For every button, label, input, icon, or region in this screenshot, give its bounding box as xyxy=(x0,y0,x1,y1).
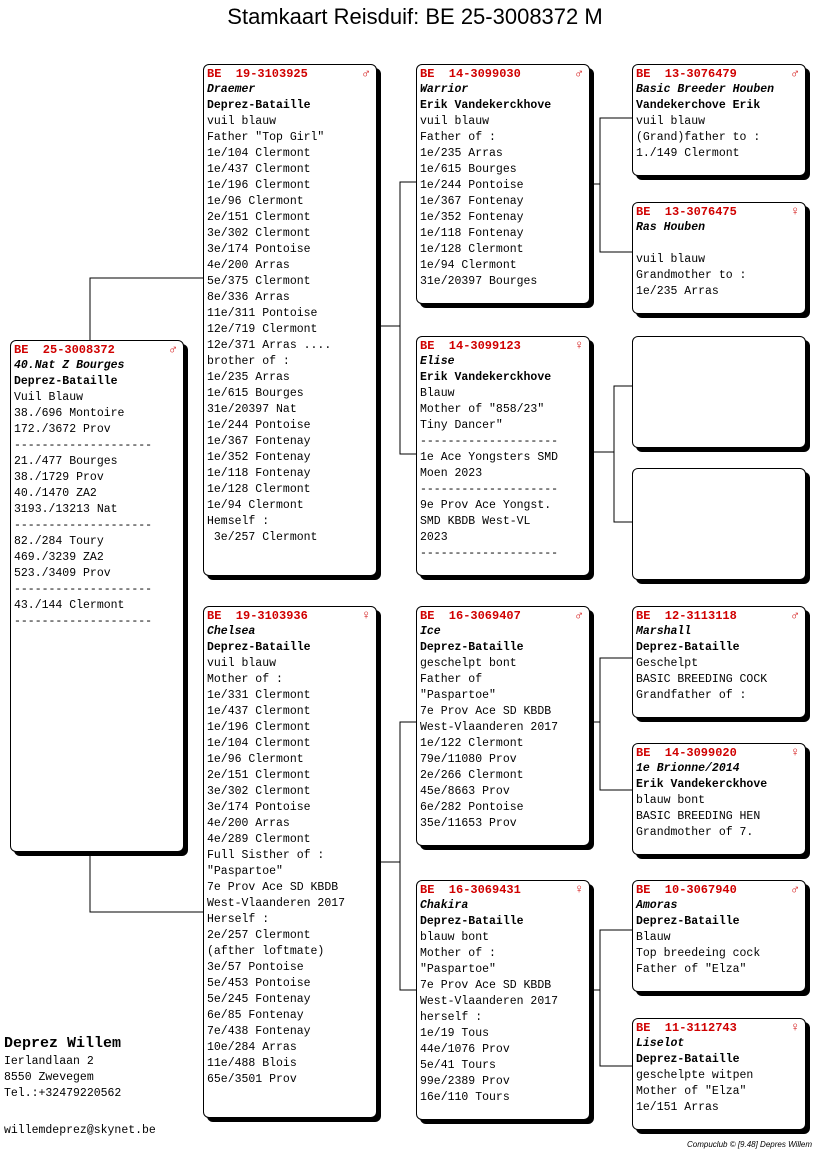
pigeon-info-line: 79e/11080 Prov xyxy=(420,753,517,766)
pigeon-info-line: West-Vlaanderen 2017 xyxy=(420,721,559,734)
pigeon-info-line: 5e/245 Fontenay xyxy=(207,993,311,1006)
pigeon-info-line: herself : xyxy=(420,1011,483,1024)
pigeon-info-line: West-Vlaanderen 2017 xyxy=(207,897,346,910)
ring-number-text: BE 14-3099123 xyxy=(420,339,521,353)
pigeon-info-line: brother of : xyxy=(207,355,290,368)
pigeon-info-line: 1e/437 Clermont xyxy=(207,163,311,176)
owner-email[interactable]: willemdeprez@skynet.be xyxy=(4,1124,156,1137)
ring-number-text: BE 16-3069407 xyxy=(420,609,521,623)
pigeon-info-line: 469./3239 ZA2 xyxy=(14,551,104,564)
ring-number xyxy=(636,204,801,220)
pigeon-info-line: Father of "Elza" xyxy=(636,963,747,976)
pigeon-info-line: geschelpte witpen xyxy=(636,1069,754,1082)
pigeon-name: Ras Houben xyxy=(636,221,706,234)
pigeon-info-line: Moen 2023 xyxy=(420,467,483,480)
pigeon-info-line: 2e/151 Clermont xyxy=(207,211,311,224)
breeder-name: Erik Vandekerckhove xyxy=(420,371,552,384)
pigeon-info-line: 1e/151 Arras xyxy=(636,1101,719,1114)
ring-number-text: BE 10-3067940 xyxy=(636,883,737,897)
pigeon-info-line: 2e/151 Clermont xyxy=(207,769,311,782)
pigeon-info-line: Tiny Dancer" xyxy=(420,419,503,432)
pigeon-info-line: 1e/118 Fontenay xyxy=(207,467,311,480)
ring-number xyxy=(636,882,801,898)
breeder-name: Deprez-Bataille xyxy=(636,915,740,928)
pigeon-info-line: Mother of "858/23" xyxy=(420,403,545,416)
pigeon-card-mother-father[interactable] xyxy=(416,606,590,846)
female-symbol-icon: ♀ xyxy=(362,608,370,623)
pigeon-info-line: Vuil Blauw xyxy=(14,391,84,404)
pigeon-info-line: 1e/196 Clermont xyxy=(207,179,311,192)
pigeon-info-line: 1e/122 Clermont xyxy=(420,737,524,750)
pigeon-info-line: Mother of "Elza" xyxy=(636,1085,747,1098)
pigeon-info-line: vuil blauw xyxy=(636,115,706,128)
pigeon-info-line: 65e/3501 Prov xyxy=(207,1073,297,1086)
pigeon-info-line: 1e/244 Pontoise xyxy=(420,179,524,192)
pigeon-info-line: 1e/118 Fontenay xyxy=(420,227,524,240)
pigeon-info-line: 16e/110 Tours xyxy=(420,1091,510,1104)
pigeon-info-line: 3e/302 Clermont xyxy=(207,785,311,798)
pigeon-info-line: "Paspartoe" xyxy=(420,963,496,976)
pigeon-info-line: -------------------- xyxy=(14,615,153,628)
pigeon-info-line: 4e/200 Arras xyxy=(207,259,290,272)
pigeon-name: Warrior xyxy=(420,83,469,96)
pigeon-info-line: 82./284 Toury xyxy=(14,535,104,548)
pigeon-info-line: 1e/235 Arras xyxy=(636,285,719,298)
pigeon-info-line: 1e/331 Clermont xyxy=(207,689,311,702)
pigeon-card-fm-father-empty[interactable] xyxy=(632,336,806,448)
owner-name: Deprez Willem xyxy=(4,1035,122,1052)
pigeon-info-line: blauw bont xyxy=(636,794,706,807)
pigeon-info-line: (afther loftmate) xyxy=(207,945,325,958)
pigeon-card-mf-father[interactable] xyxy=(632,606,806,718)
pigeon-info-line: SMD KBDB West-VL xyxy=(420,515,531,528)
pigeon-info-line: 1e/235 Arras xyxy=(207,371,290,384)
pigeon-info-line: -------------------- xyxy=(14,439,153,452)
pigeon-info-line: Mother of : xyxy=(207,673,283,686)
pigeon-info-line: 3e/174 Pontoise xyxy=(207,801,311,814)
pigeon-info-line: 4e/200 Arras xyxy=(207,817,290,830)
pigeon-info-line: -------------------- xyxy=(420,435,559,448)
pigeon-info-line: Geschelpt xyxy=(636,657,699,670)
ring-number xyxy=(420,882,585,898)
breeder-name: Deprez-Bataille xyxy=(207,99,311,112)
pigeon-info-line: Grandfather of : xyxy=(636,689,747,702)
pigeon-card-mm-father[interactable] xyxy=(632,880,806,992)
pigeon-info-line: 1e/352 Fontenay xyxy=(420,211,524,224)
breeder-name: Deprez-Bataille xyxy=(207,641,311,654)
pigeon-info-line: 12e/371 Arras .... xyxy=(207,339,332,352)
ring-number-text: BE 12-3113118 xyxy=(636,609,737,623)
pigeon-info-line: 3e/257 Clermont xyxy=(207,531,318,544)
pigeon-info-line: 7e Prov Ace SD KBDB xyxy=(420,979,552,992)
pigeon-card-mf-mother[interactable] xyxy=(632,743,806,855)
ring-number xyxy=(207,608,372,624)
pigeon-name: Ice xyxy=(420,625,441,638)
breeder-name: Deprez-Bataille xyxy=(636,641,740,654)
pigeon-info-line: 11e/311 Pontoise xyxy=(207,307,318,320)
pigeon-info-line: 38./696 Montoire xyxy=(14,407,125,420)
pigeon-info-line: 21./477 Bourges xyxy=(14,455,118,468)
pigeon-info-line: Grandmother of 7. xyxy=(636,826,754,839)
ring-number-text: BE 13-3076475 xyxy=(636,205,737,219)
pigeon-info-line: 7e/438 Fontenay xyxy=(207,1025,311,1038)
pigeon-card-mm-mother[interactable] xyxy=(632,1018,806,1130)
pigeon-info-line: Mother of : xyxy=(420,947,496,960)
pigeon-name: Elise xyxy=(420,355,455,368)
pigeon-info-line: -------------------- xyxy=(420,483,559,496)
pigeon-info-line: 5e/41 Tours xyxy=(420,1059,496,1072)
pigeon-info-line: 9e Prov Ace Yongst. xyxy=(420,499,552,512)
pigeon-info-line: vuil blauw xyxy=(636,253,706,266)
footer-credit: Compuclub © [9.48] Depres Willem xyxy=(687,1140,812,1149)
male-symbol-icon: ♂ xyxy=(791,882,799,897)
pigeon-info-line: -------------------- xyxy=(420,547,559,560)
pigeon-info-line: 1e/96 Clermont xyxy=(207,753,304,766)
pigeon-info-line: 4e/289 Clermont xyxy=(207,833,311,846)
female-symbol-icon: ♀ xyxy=(791,204,799,219)
pigeon-card-ff-father[interactable] xyxy=(632,64,806,176)
pigeon-card-father-mother[interactable] xyxy=(416,336,590,576)
pigeon-info-line: 1e/615 Bourges xyxy=(207,387,304,400)
pigeon-info-line: Full Sisther of : xyxy=(207,849,325,862)
owner-phone: Tel.:+32479220562 xyxy=(4,1087,122,1100)
pigeon-info-line: BASIC BREEDING COCK xyxy=(636,673,768,686)
pigeon-info-line: 1e/615 Bourges xyxy=(420,163,517,176)
pigeon-info-line: vuil blauw xyxy=(420,115,490,128)
pigeon-info-line: 11e/488 Blois xyxy=(207,1057,297,1070)
female-symbol-icon: ♀ xyxy=(791,1020,799,1035)
owner-block xyxy=(4,1034,121,1102)
breeder-name: Erik Vandekerckhove xyxy=(420,99,552,112)
pigeon-name: Amoras xyxy=(636,899,678,912)
pigeon-info-line: -------------------- xyxy=(14,519,153,532)
pigeon-info-line: 6e/282 Pontoise xyxy=(420,801,524,814)
pigeon-info-line: 8e/336 Arras xyxy=(207,291,290,304)
pigeon-info-line: 12e/719 Clermont xyxy=(207,323,318,336)
pigeon-info-line: 1e/104 Clermont xyxy=(207,737,311,750)
male-symbol-icon: ♂ xyxy=(169,342,177,357)
pigeon-info-line: 40./1470 ZA2 xyxy=(14,487,97,500)
ring-number-text: BE 19-3103925 xyxy=(207,67,308,81)
ring-number xyxy=(420,338,585,354)
pigeon-info-line: 1e/128 Clermont xyxy=(207,483,311,496)
female-symbol-icon: ♀ xyxy=(575,338,583,353)
pigeon-info-line: 1e/96 Clermont xyxy=(207,195,304,208)
pigeon-info-line: 2023 xyxy=(420,531,448,544)
pigeon-info-line: Blauw xyxy=(420,387,455,400)
pigeon-name: 1e Brionne/2014 xyxy=(636,762,740,775)
owner-city: 8550 Zwevegem xyxy=(4,1071,94,1084)
pigeon-info-line: 2e/257 Clermont xyxy=(207,929,311,942)
ring-number xyxy=(636,1020,801,1036)
pigeon-name: Marshall xyxy=(636,625,692,638)
breeder-name: Deprez-Bataille xyxy=(636,1053,740,1066)
pigeon-info-line: 1e/128 Clermont xyxy=(420,243,524,256)
pigeon-info-line: 31e/20397 Nat xyxy=(207,403,297,416)
pigeon-info-line: 38./1729 Prov xyxy=(14,471,104,484)
pigeon-name: 40.Nat Z Bourges xyxy=(14,359,125,372)
ring-number xyxy=(207,66,372,82)
pigeon-info-line: 1e Ace Yongsters SMD xyxy=(420,451,559,464)
pigeon-info-line: 5e/453 Pontoise xyxy=(207,977,311,990)
pigeon-info-line: 2e/266 Clermont xyxy=(420,769,524,782)
male-symbol-icon: ♂ xyxy=(362,66,370,81)
pigeon-info-line: 1e/104 Clermont xyxy=(207,147,311,160)
pigeon-info-line: 43./144 Clermont xyxy=(14,599,125,612)
male-symbol-icon: ♂ xyxy=(575,66,583,81)
pigeon-card-ff-mother[interactable] xyxy=(632,202,806,314)
ring-number-text: BE 14-3099030 xyxy=(420,67,521,81)
pigeon-info-line: 6e/85 Fontenay xyxy=(207,1009,304,1022)
pigeon-info-line: 523./3409 Prov xyxy=(14,567,111,580)
pigeon-info-line: 45e/8663 Prov xyxy=(420,785,510,798)
pigeon-info-line: 1e/94 Clermont xyxy=(207,499,304,512)
ring-number-text: BE 11-3112743 xyxy=(636,1021,737,1035)
pigeon-info-line: 1e/367 Fontenay xyxy=(420,195,524,208)
pigeon-info-line: "Paspartoe" xyxy=(207,865,283,878)
pigeon-info-line: 3e/57 Pontoise xyxy=(207,961,304,974)
pigeon-card-mother[interactable] xyxy=(203,606,377,1118)
male-symbol-icon: ♂ xyxy=(791,608,799,623)
ring-number-text: BE 19-3103936 xyxy=(207,609,308,623)
pigeon-card-subject[interactable] xyxy=(10,340,184,852)
pigeon-info-line: 172./3672 Prov xyxy=(14,423,111,436)
male-symbol-icon: ♂ xyxy=(575,608,583,623)
pigeon-info-line: blauw bont xyxy=(420,931,490,944)
ring-number xyxy=(636,745,801,761)
pigeon-info-line: Top breedeing cock xyxy=(636,947,761,960)
pigeon-info-line: 10e/284 Arras xyxy=(207,1041,297,1054)
pigeon-info-line: 99e/2389 Prov xyxy=(420,1075,510,1088)
male-symbol-icon: ♂ xyxy=(791,66,799,81)
pigeon-name: Chelsea xyxy=(207,625,256,638)
pigeon-info-line: 1e/235 Arras xyxy=(420,147,503,160)
pigeon-info-line: Herself : xyxy=(207,913,270,926)
pigeon-info-line: 1e/196 Clermont xyxy=(207,721,311,734)
ring-number xyxy=(420,608,585,624)
female-symbol-icon: ♀ xyxy=(575,882,583,897)
pigeon-info-line: 1e/367 Fontenay xyxy=(207,435,311,448)
pigeon-info-line: BASIC BREEDING HEN xyxy=(636,810,761,823)
female-symbol-icon: ♀ xyxy=(791,745,799,760)
ring-number xyxy=(14,342,179,358)
pigeon-info-line: Father "Top Girl" xyxy=(207,131,325,144)
pigeon-card-father[interactable] xyxy=(203,64,377,576)
pigeon-info-line: 1e/19 Tous xyxy=(420,1027,490,1040)
pigeon-info-line: Father of xyxy=(420,673,483,686)
pigeon-info-line: 3e/302 Clermont xyxy=(207,227,311,240)
pigeon-info-line: 31e/20397 Bourges xyxy=(420,275,538,288)
pigeon-name: Draemer xyxy=(207,83,256,96)
pigeon-info-line: Grandmother to : xyxy=(636,269,747,282)
pigeon-info-line: Father of : xyxy=(420,131,496,144)
pigeon-info-line: 44e/1076 Prov xyxy=(420,1043,510,1056)
pigeon-info-line: 3e/174 Pontoise xyxy=(207,243,311,256)
ring-number xyxy=(636,608,801,624)
breeder-name: Erik Vandekerckhove xyxy=(636,778,768,791)
breeder-name: Vandekerchove Erik xyxy=(636,99,761,112)
ring-number-text: BE 16-3069431 xyxy=(420,883,521,897)
pigeon-info-line: geschelpt bont xyxy=(420,657,517,670)
ring-number-text: BE 14-3099020 xyxy=(636,746,737,760)
breeder-name: Deprez-Bataille xyxy=(420,915,524,928)
pigeon-info-line: Hemself : xyxy=(207,515,270,528)
owner-street: Ierlandlaan 2 xyxy=(4,1055,94,1068)
pigeon-card-fm-mother-empty[interactable] xyxy=(632,468,806,580)
pigeon-info-line: Blauw xyxy=(636,931,671,944)
pigeon-info-line: 1e/352 Fontenay xyxy=(207,451,311,464)
pigeon-name: Chakira xyxy=(420,899,469,912)
pigeon-info-line: West-Vlaanderen 2017 xyxy=(420,995,559,1008)
pigeon-info-line: 35e/11653 Prov xyxy=(420,817,517,830)
pigeon-info-line: 1e/244 Pontoise xyxy=(207,419,311,432)
pigeon-info-line: "Paspartoe" xyxy=(420,689,496,702)
pigeon-info-line: 7e Prov Ace SD KBDB xyxy=(207,881,339,894)
ring-number xyxy=(420,66,585,82)
pigeon-card-mother-mother[interactable] xyxy=(416,880,590,1120)
pigeon-name: Liselot xyxy=(636,1037,685,1050)
pigeon-info-line: vuil blauw xyxy=(207,657,277,670)
breeder-name xyxy=(636,236,801,252)
ring-number-text: BE 25-3008372 xyxy=(14,343,115,357)
pigeon-info-line: vuil blauw xyxy=(207,115,277,128)
pigeon-info-line: (Grand)father to : xyxy=(636,131,761,144)
pigeon-info-line: 1e/94 Clermont xyxy=(420,259,517,272)
ring-number xyxy=(636,66,801,82)
page-title: Stamkaart Reisduif: BE 25-3008372 M xyxy=(227,4,603,29)
ring-number-text: BE 13-3076479 xyxy=(636,67,737,81)
pigeon-info-line: 3193./13213 Nat xyxy=(14,503,118,516)
pigeon-info-line: 5e/375 Clermont xyxy=(207,275,311,288)
breeder-name: Deprez-Bataille xyxy=(14,375,118,388)
pigeon-info-line: -------------------- xyxy=(14,583,153,596)
pigeon-info-line: 1./149 Clermont xyxy=(636,147,740,160)
breeder-name: Deprez-Bataille xyxy=(420,641,524,654)
pigeon-card-father-father[interactable] xyxy=(416,64,590,304)
pigeon-name: Basic Breeder Houben xyxy=(636,83,775,96)
pigeon-info-line: 1e/437 Clermont xyxy=(207,705,311,718)
pigeon-info-line: 7e Prov Ace SD KBDB xyxy=(420,705,552,718)
